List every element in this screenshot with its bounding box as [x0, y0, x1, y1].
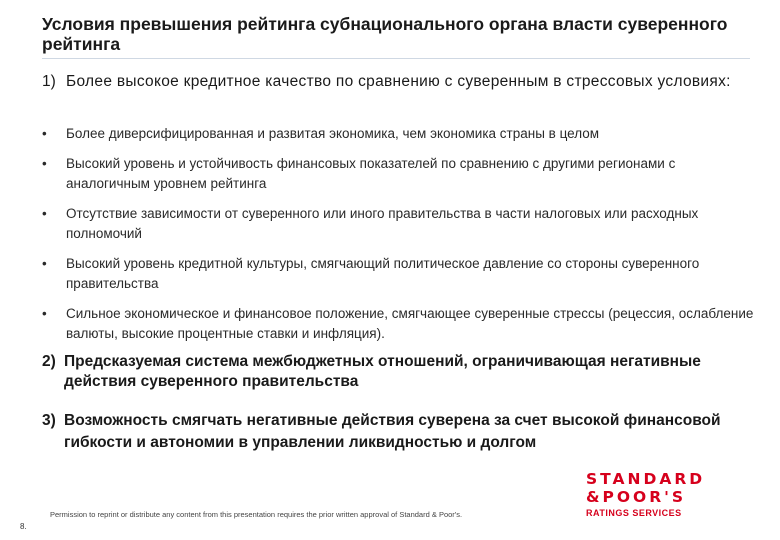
bullet-item: [42, 204, 754, 244]
section-1-text: Более высокое кредитное качество по сравнению с суверенным в стрессовых условиях:: [66, 73, 731, 90]
bullet-icon: •: [42, 126, 47, 141]
bullet-text: Отсутствие зависимости от суверенного или иного правительства в части налоговых или расходных полномочий: [66, 206, 699, 241]
logo-line-1: STANDARD: [586, 470, 706, 488]
section-2-number: 2): [42, 353, 56, 370]
bullet-item: [42, 154, 754, 194]
sp-logo: [586, 470, 746, 518]
section-2: [42, 352, 754, 392]
bullet-text: Высокий уровень и устойчивость финансовых показателей по сравнению с другими регионами с аналогичным уровнем рейтинга: [66, 156, 676, 191]
footer-disclaimer: Permission to reprint or distribute any content from this presentation requires the prior written approval of Standard & Poor's.: [50, 510, 463, 519]
slide-title: Условия превышения рейтинга субнационального органа власти суверенного рейтинга: [42, 14, 728, 54]
page-number: 8.: [20, 522, 27, 531]
bullet-text: Сильное экономическое и финансовое положение, смягчающее суверенные стрессы (рецессия, ослабление валюты, высокие процентные ставки и инфляция).: [66, 306, 754, 341]
bullet-item: [42, 304, 754, 344]
bullet-text: Более диверсифицированная и развитая экономика, чем экономика страны в целом: [66, 126, 600, 141]
section-2-text: Предсказуемая система межбюджетных отношений, ограничивающая негативные действия суверенного правительства: [64, 353, 701, 390]
section-1-number: 1): [42, 73, 56, 90]
section-3-number: 3): [42, 412, 56, 429]
bullet-icon: •: [42, 256, 47, 271]
bullet-item: [42, 124, 754, 144]
bullet-icon: •: [42, 306, 47, 321]
bullet-text: Высокий уровень кредитной культуры, смягчающий политическое давление со стороны суверенного правительства: [66, 256, 700, 291]
section-3-text: Возможность смягчать негативные действия суверена за счет высокой финансовой гибкости и автономии в управлении ликвидностью и долгом: [64, 412, 721, 451]
section-3: [42, 410, 754, 454]
bullet-icon: •: [42, 156, 47, 171]
bullet-icon: •: [42, 206, 47, 221]
logo-line-2: &POOR'S: [586, 488, 687, 506]
logo-line-3: RATINGS SERVICES: [586, 508, 682, 518]
section-1: [42, 72, 742, 92]
title-divider: [42, 58, 750, 59]
bullet-item: [42, 254, 754, 294]
